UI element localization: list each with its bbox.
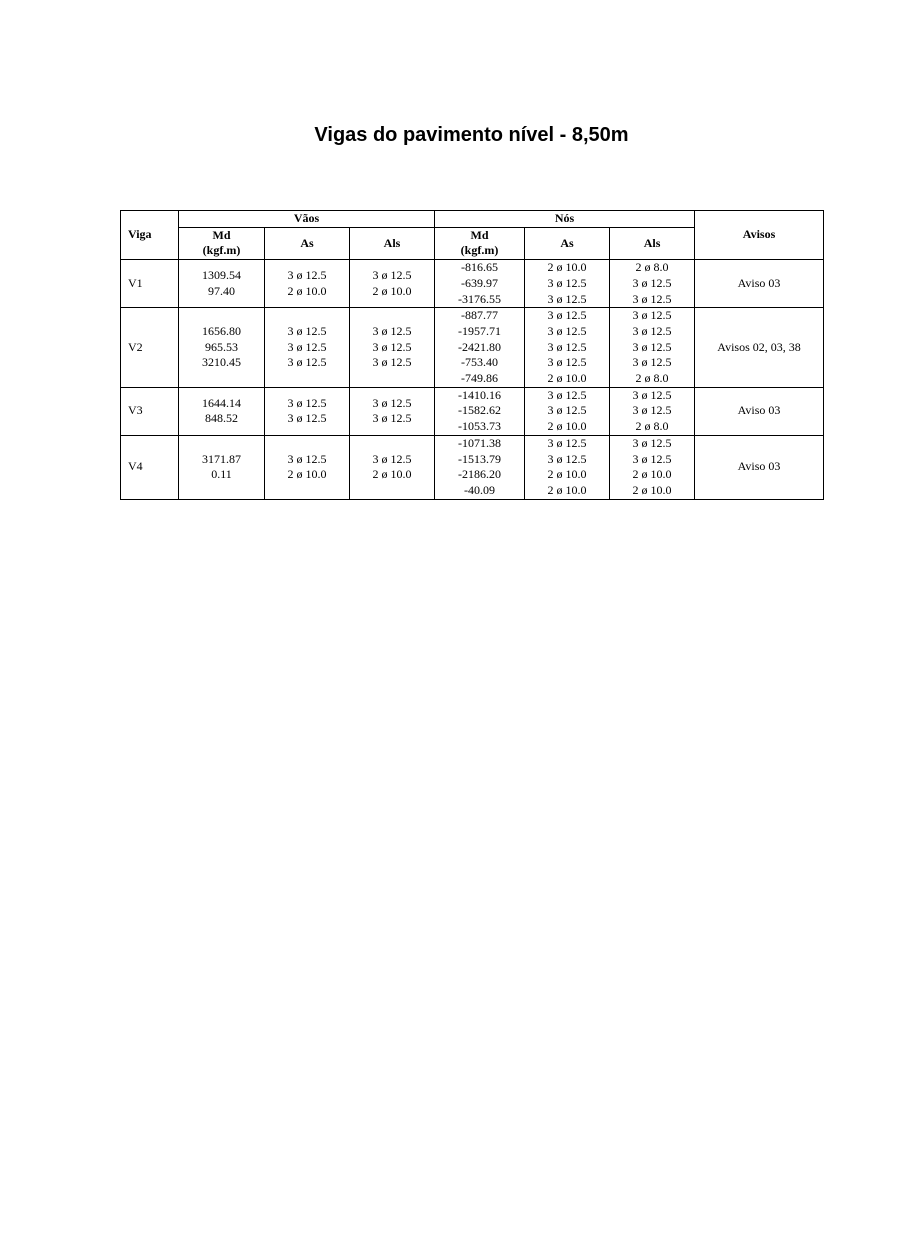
cell-value: 2 ø 8.0 <box>635 260 669 275</box>
table-header <box>121 211 824 260</box>
cell-value: 3 ø 12.5 <box>372 395 412 410</box>
cell-value: 2 ø 10.0 <box>372 467 412 482</box>
table-row <box>121 308 824 388</box>
cell-vaos-as <box>265 308 350 388</box>
beam-name-cell: V4 <box>121 435 179 499</box>
cell-value: -1410.16 <box>458 387 502 402</box>
cell-value: 1309.54 <box>202 267 241 282</box>
cell-value: 2 ø 10.0 <box>547 482 587 497</box>
beam-name-cell: V3 <box>121 387 179 435</box>
cell-value: 3 ø 12.5 <box>287 395 327 410</box>
cell-vaos-md <box>179 435 265 499</box>
avisos-cell: Avisos 02, 03, 38 <box>695 308 824 388</box>
cell-value: -1513.79 <box>458 451 502 466</box>
cell-value: -1071.38 <box>458 435 502 450</box>
cell-vaos-as <box>265 260 350 308</box>
cell-value: 3 ø 12.5 <box>372 451 412 466</box>
cell-nos-als <box>610 260 695 308</box>
header-nos-als: Als <box>610 227 695 259</box>
cell-nos-md <box>435 308 525 388</box>
cell-value: 3 ø 12.5 <box>547 275 587 290</box>
page-title: Vigas do pavimento nível - 8,50m <box>314 124 629 146</box>
cell-value: 1644.14 <box>202 395 241 410</box>
cell-value: 3 ø 12.5 <box>547 387 587 402</box>
cell-vaos-md <box>179 308 265 388</box>
cell-value: 3 ø 12.5 <box>287 451 327 466</box>
beam-name-cell: V1 <box>121 260 179 308</box>
table-row <box>121 260 824 308</box>
cell-value: -1957.71 <box>458 323 502 338</box>
cell-value: 2 ø 8.0 <box>635 419 669 434</box>
cell-vaos-als <box>350 260 435 308</box>
avisos-cell: Aviso 03 <box>695 435 824 499</box>
cell-vaos-md <box>179 260 265 308</box>
cell-value: 3 ø 12.5 <box>632 323 672 338</box>
cell-value: -40.09 <box>464 482 496 497</box>
header-viga: Viga <box>121 211 179 260</box>
cell-vaos-as <box>265 387 350 435</box>
cell-nos-as <box>525 260 610 308</box>
cell-value: 3210.45 <box>202 355 241 370</box>
table-row <box>121 387 824 435</box>
header-vaos: Vãos <box>179 211 435 228</box>
cell-vaos-as <box>265 435 350 499</box>
cell-value: 3 ø 12.5 <box>632 355 672 370</box>
cell-value: 3171.87 <box>202 451 241 466</box>
cell-value: 3 ø 12.5 <box>547 291 587 306</box>
cell-vaos-md <box>179 387 265 435</box>
cell-value: 2 ø 10.0 <box>547 371 587 386</box>
cell-value: -887.77 <box>461 308 499 323</box>
cell-value: 965.53 <box>205 339 238 354</box>
cell-vaos-als <box>350 387 435 435</box>
cell-value: 3 ø 12.5 <box>547 323 587 338</box>
cell-value: 3 ø 12.5 <box>372 339 412 354</box>
beams-table <box>120 210 824 500</box>
header-vaos-as: As <box>265 227 350 259</box>
cell-value: 2 ø 10.0 <box>632 467 672 482</box>
cell-value: 2 ø 10.0 <box>547 467 587 482</box>
cell-value: 3 ø 12.5 <box>287 323 327 338</box>
cell-value: 3 ø 12.5 <box>632 339 672 354</box>
cell-value: 2 ø 10.0 <box>287 283 327 298</box>
cell-value: 97.40 <box>208 283 235 298</box>
header-vaos-md <box>179 227 265 259</box>
cell-value: -1582.62 <box>458 403 502 418</box>
cell-value: 3 ø 12.5 <box>632 275 672 290</box>
cell-value: 2 ø 10.0 <box>372 283 412 298</box>
cell-value: 3 ø 12.5 <box>632 308 672 323</box>
cell-nos-as <box>525 308 610 388</box>
avisos-cell: Aviso 03 <box>695 387 824 435</box>
cell-value: 2 ø 10.0 <box>547 260 587 275</box>
table-row <box>121 435 824 499</box>
cell-value: 2 ø 10.0 <box>287 467 327 482</box>
cell-value: 3 ø 12.5 <box>632 291 672 306</box>
cell-value: 2 ø 10.0 <box>632 482 672 497</box>
cell-value: 3 ø 12.5 <box>287 339 327 354</box>
cell-nos-md <box>435 435 525 499</box>
cell-nos-als <box>610 435 695 499</box>
cell-value: 3 ø 12.5 <box>287 355 327 370</box>
cell-value: 2 ø 10.0 <box>547 419 587 434</box>
beam-name-cell: V2 <box>121 308 179 388</box>
cell-value: 0.11 <box>211 467 232 482</box>
header-nos-as: As <box>525 227 610 259</box>
cell-value: 3 ø 12.5 <box>372 323 412 338</box>
cell-value: 3 ø 12.5 <box>547 403 587 418</box>
cell-value: 3 ø 12.5 <box>547 435 587 450</box>
header-line: Md <box>212 227 231 242</box>
cell-value: -753.40 <box>461 355 499 370</box>
cell-value: 3 ø 12.5 <box>632 387 672 402</box>
cell-value: 3 ø 12.5 <box>547 355 587 370</box>
cell-value: 3 ø 12.5 <box>547 451 587 466</box>
header-line: Md <box>470 227 489 242</box>
cell-value: 848.52 <box>205 411 238 426</box>
cell-value: 3 ø 12.5 <box>372 267 412 282</box>
header-vaos-als: Als <box>350 227 435 259</box>
cell-value: -816.65 <box>461 260 499 275</box>
header-line: (kgf.m) <box>202 243 241 258</box>
header-nos: Nós <box>435 211 695 228</box>
cell-value: -1053.73 <box>458 419 502 434</box>
cell-value: 3 ø 12.5 <box>547 308 587 323</box>
cell-value: 3 ø 12.5 <box>632 435 672 450</box>
cell-value: 3 ø 12.5 <box>287 267 327 282</box>
cell-nos-als <box>610 387 695 435</box>
cell-value: -2186.20 <box>458 467 502 482</box>
cell-nos-als <box>610 308 695 388</box>
cell-vaos-als <box>350 308 435 388</box>
cell-value: -3176.55 <box>458 291 502 306</box>
cell-value: -639.97 <box>461 275 499 290</box>
cell-value: 2 ø 8.0 <box>635 371 669 386</box>
cell-value: 3 ø 12.5 <box>372 411 412 426</box>
cell-value: 3 ø 12.5 <box>287 411 327 426</box>
cell-nos-as <box>525 435 610 499</box>
header-line: (kgf.m) <box>460 243 499 258</box>
cell-value: 3 ø 12.5 <box>372 355 412 370</box>
cell-value: 1656.80 <box>202 323 241 338</box>
cell-nos-md <box>435 260 525 308</box>
cell-value: -2421.80 <box>458 339 502 354</box>
cell-value: 3 ø 12.5 <box>547 339 587 354</box>
header-nos-md <box>435 227 525 259</box>
cell-nos-md <box>435 387 525 435</box>
table-body <box>121 260 824 500</box>
cell-vaos-als <box>350 435 435 499</box>
cell-value: -749.86 <box>461 371 499 386</box>
cell-value: 3 ø 12.5 <box>632 403 672 418</box>
header-avisos: Avisos <box>695 211 824 260</box>
avisos-cell: Aviso 03 <box>695 260 824 308</box>
cell-nos-as <box>525 387 610 435</box>
cell-value: 3 ø 12.5 <box>632 451 672 466</box>
